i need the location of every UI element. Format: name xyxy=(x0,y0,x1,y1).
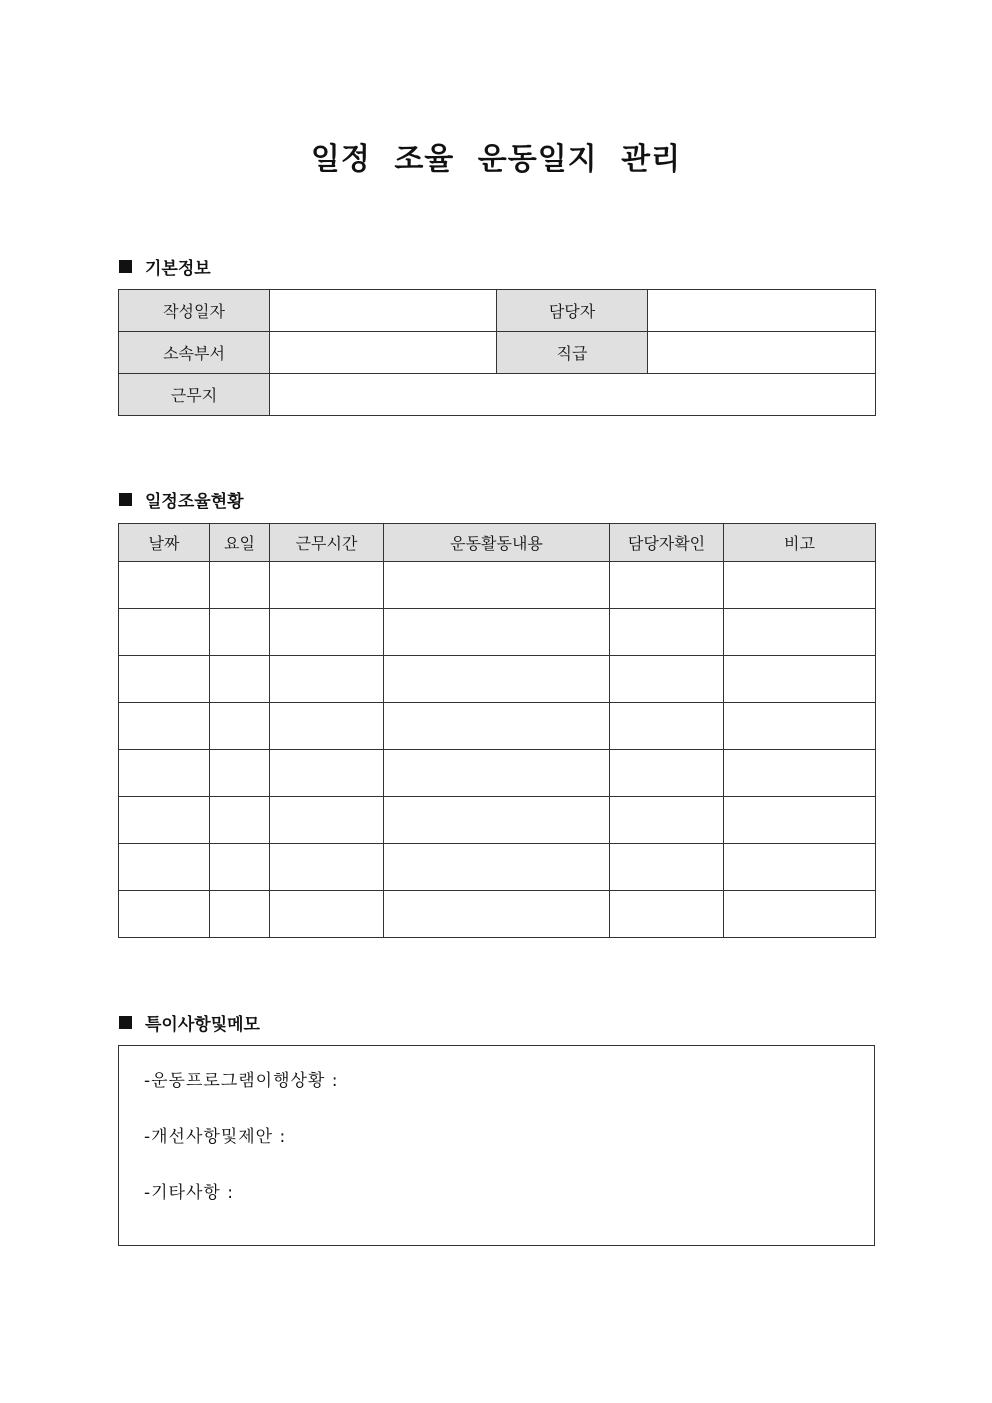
table-cell[interactable] xyxy=(210,891,270,938)
section-heading-notes xyxy=(119,1010,260,1035)
table-row xyxy=(119,797,876,844)
table-cell[interactable] xyxy=(210,562,270,609)
schedule-table xyxy=(118,523,876,938)
table-cell[interactable] xyxy=(270,656,384,703)
section-heading-label: 일정조율현황 xyxy=(145,492,244,512)
table-cell[interactable] xyxy=(610,797,724,844)
field-manager[interactable] xyxy=(648,290,876,332)
column-header-remarks: 비고 xyxy=(724,524,876,562)
note-line-other: -기타사항 : xyxy=(144,1183,234,1203)
table-cell[interactable] xyxy=(270,891,384,938)
label-date-written: 작성일자 xyxy=(119,290,270,332)
table-cell[interactable] xyxy=(610,703,724,750)
table-cell[interactable] xyxy=(210,797,270,844)
section-heading-schedule xyxy=(119,487,244,512)
table-row xyxy=(119,750,876,797)
table-cell[interactable] xyxy=(119,656,210,703)
black-square-icon xyxy=(119,260,132,273)
table-cell[interactable] xyxy=(270,609,384,656)
table-cell[interactable] xyxy=(610,656,724,703)
table-cell[interactable] xyxy=(270,797,384,844)
table-cell[interactable] xyxy=(610,891,724,938)
table-cell[interactable] xyxy=(384,609,610,656)
table-row xyxy=(119,703,876,750)
table-cell[interactable] xyxy=(724,797,876,844)
table-cell[interactable] xyxy=(119,562,210,609)
table-cell[interactable] xyxy=(384,656,610,703)
table-cell[interactable] xyxy=(610,562,724,609)
column-header-manager-check: 담당자확인 xyxy=(610,524,724,562)
table-cell[interactable] xyxy=(384,844,610,891)
table-cell[interactable] xyxy=(270,703,384,750)
table-row xyxy=(119,844,876,891)
table-cell[interactable] xyxy=(119,891,210,938)
column-header-date: 날짜 xyxy=(119,524,210,562)
field-position[interactable] xyxy=(648,332,876,374)
table-cell[interactable] xyxy=(724,609,876,656)
field-workplace[interactable] xyxy=(270,374,876,416)
label-department: 소속부서 xyxy=(119,332,270,374)
table-row xyxy=(119,891,876,938)
table-cell[interactable] xyxy=(119,844,210,891)
section-heading-label: 기본정보 xyxy=(145,259,211,279)
table-cell[interactable] xyxy=(270,844,384,891)
table-cell[interactable] xyxy=(210,844,270,891)
section-heading-basic-info xyxy=(119,254,211,279)
black-square-icon xyxy=(119,493,132,506)
notes-box[interactable] xyxy=(118,1045,875,1246)
table-cell[interactable] xyxy=(384,562,610,609)
table-cell[interactable] xyxy=(610,750,724,797)
table-cell[interactable] xyxy=(270,562,384,609)
table-cell[interactable] xyxy=(384,891,610,938)
table-cell[interactable] xyxy=(210,609,270,656)
column-header-exercise-activity: 운동활동내용 xyxy=(384,524,610,562)
table-cell[interactable] xyxy=(724,844,876,891)
table-cell[interactable] xyxy=(210,656,270,703)
column-header-work-hours: 근무시간 xyxy=(270,524,384,562)
table-cell[interactable] xyxy=(119,797,210,844)
label-workplace: 근무지 xyxy=(119,374,270,416)
page-title: 일정 조율 운동일지 관리 xyxy=(310,142,682,177)
table-cell[interactable] xyxy=(384,797,610,844)
table-cell[interactable] xyxy=(119,750,210,797)
table-cell[interactable] xyxy=(384,703,610,750)
field-department[interactable] xyxy=(270,332,497,374)
table-row xyxy=(119,609,876,656)
table-cell[interactable] xyxy=(210,750,270,797)
column-header-weekday: 요일 xyxy=(210,524,270,562)
table-cell[interactable] xyxy=(384,750,610,797)
table-cell[interactable] xyxy=(210,703,270,750)
section-heading-label: 특이사항및메모 xyxy=(145,1015,260,1035)
table-cell[interactable] xyxy=(610,609,724,656)
black-square-icon xyxy=(119,1016,132,1029)
label-manager: 담당자 xyxy=(497,290,648,332)
table-cell[interactable] xyxy=(724,703,876,750)
basic-info-table xyxy=(118,289,876,416)
label-position: 직급 xyxy=(497,332,648,374)
table-cell[interactable] xyxy=(119,609,210,656)
table-cell[interactable] xyxy=(270,750,384,797)
note-line-improvements: -개선사항및제안 : xyxy=(144,1127,287,1147)
table-cell[interactable] xyxy=(119,703,210,750)
table-cell[interactable] xyxy=(610,844,724,891)
table-row xyxy=(119,562,876,609)
table-cell[interactable] xyxy=(724,656,876,703)
table-cell[interactable] xyxy=(724,562,876,609)
field-date-written[interactable] xyxy=(270,290,497,332)
note-line-program-progress: -운동프로그램이행상황 : xyxy=(144,1071,339,1091)
table-cell[interactable] xyxy=(724,891,876,938)
table-cell[interactable] xyxy=(724,750,876,797)
table-row xyxy=(119,656,876,703)
